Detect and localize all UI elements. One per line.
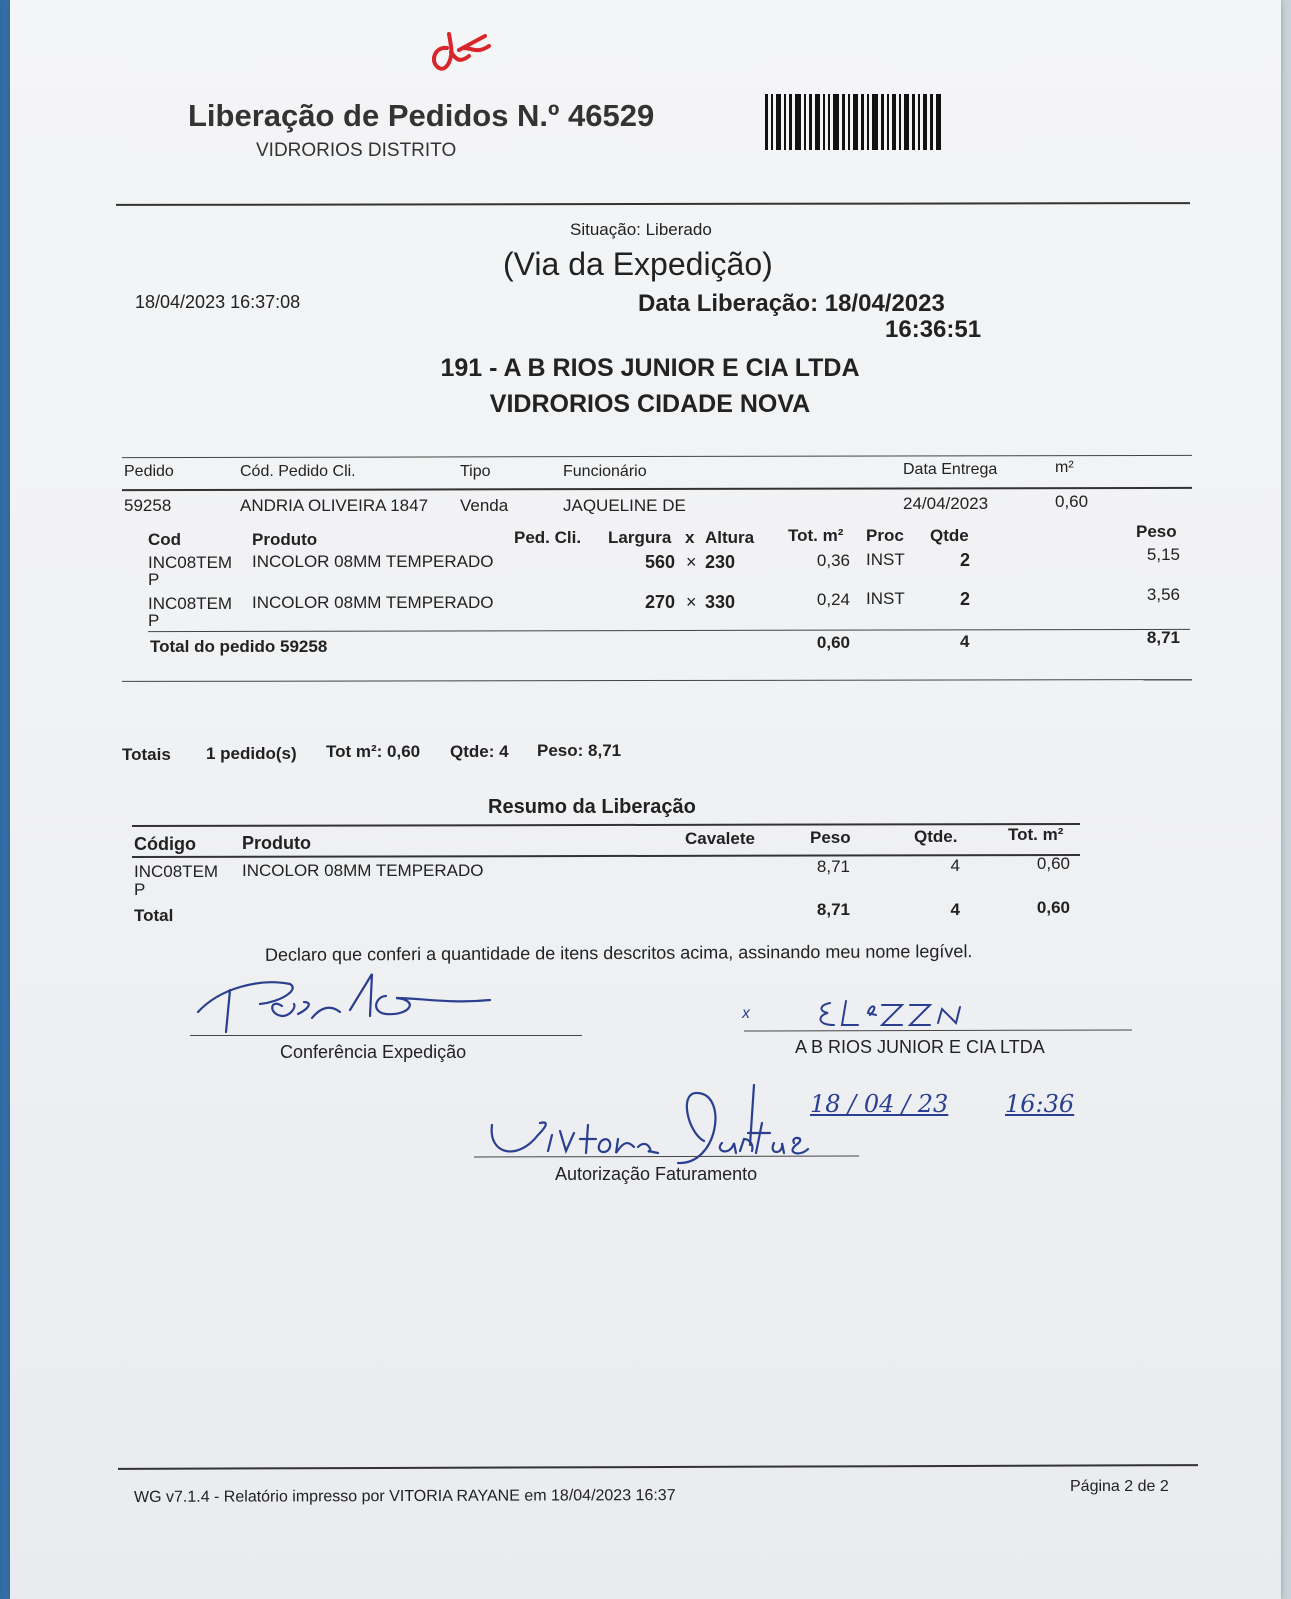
item-qtde: 2	[960, 550, 971, 570]
item-cod-cont: P	[148, 611, 160, 630]
items-header-altura: Altura	[705, 528, 755, 547]
cliente-signature	[810, 995, 980, 1040]
via-label: (Via da Expedição)	[503, 246, 773, 282]
item-altura: 330	[705, 592, 736, 612]
footer-line	[118, 1464, 1198, 1470]
client-store: VIDRORIOS CIDADE NOVA	[489, 390, 811, 418]
resumo-tot-m2: 0,60	[1036, 854, 1070, 873]
item-x: ×	[686, 552, 697, 572]
resumo-header-tot-m2: Tot. m²	[1008, 825, 1064, 844]
order-total-peso: 8,71	[1146, 628, 1180, 647]
resumo-total-qtde: 4	[950, 900, 960, 919]
items-header-qtde: Qtde	[930, 526, 969, 545]
totais-label: Totais	[122, 745, 171, 764]
items-header-peso: Peso	[1136, 522, 1177, 541]
page-title: Liberação de Pedidos N.º 46529	[188, 98, 655, 133]
order-tipo: Venda	[460, 496, 509, 515]
footer-report-info: WG v7.1.4 - Relatório impresso por VITORIA RAYANE em 18/04/2023 16:37	[133, 1487, 676, 1506]
order-header-tipo: Tipo	[460, 463, 491, 480]
order-pedido: 59258	[124, 496, 172, 515]
item-largura: 270	[644, 592, 675, 612]
resumo-header-qtde: Qtde.	[914, 827, 958, 846]
item-cod: INC08TEM	[148, 594, 233, 613]
resumo-header-produto: Produto	[242, 833, 311, 853]
resumo-total-label: Total	[134, 906, 174, 925]
items-header-proc: Proc	[866, 526, 904, 545]
items-header-tot-m2: Tot. m²	[788, 526, 844, 545]
order-cod-pedido-cli: ANDRIA OLIVEIRA 1847	[240, 496, 429, 515]
item-cod-cont: P	[148, 570, 160, 589]
items-header-cod: Cod	[148, 530, 182, 549]
totais-tot-m2: Tot m²: 0,60	[326, 742, 421, 761]
totais-qtde: Qtde: 4	[450, 742, 509, 761]
item-produto: INCOLOR 08MM TEMPERADO	[252, 593, 494, 612]
document-page	[10, 0, 1281, 1599]
totais-pedidos: 1 pedido(s)	[206, 744, 297, 763]
resumo-qtde: 4	[950, 856, 960, 875]
item-tot-m2: 0,36	[816, 551, 850, 570]
item-peso: 5,15	[1146, 545, 1180, 564]
autorizacao-label: Autorização Faturamento	[555, 1164, 758, 1184]
handwritten-time: 16:36	[1005, 1090, 1075, 1118]
item-x: ×	[686, 592, 697, 612]
items-header-largura: Largura	[608, 528, 672, 547]
order-bottom-line	[122, 679, 1192, 682]
items-header-produto: Produto	[252, 530, 318, 549]
situacao: Situação: Liberado	[570, 220, 712, 239]
order-header-line	[122, 487, 1192, 491]
items-header-ped-cli: Ped. Cli.	[514, 528, 582, 547]
order-header-pedido: Pedido	[124, 463, 174, 480]
resumo-header-codigo: Código	[134, 834, 196, 854]
handwritten-logo-mark	[425, 28, 505, 83]
item-altura: 230	[705, 552, 736, 572]
item-tot-m2: 0,24	[816, 590, 850, 609]
declaration: Declaro que conferi a quantidade de itens descritos acima, assinando meu nome legível.	[264, 941, 973, 965]
order-data-entrega: 24/04/2023	[903, 494, 989, 513]
order-total-label: Total do pedido 59258	[150, 637, 328, 656]
handwritten-date: 18 / 04 / 23	[810, 1090, 949, 1118]
order-header-m2: m²	[1055, 459, 1074, 476]
data-liberacao-time: 16:36:51	[885, 316, 982, 343]
resumo-total-peso: 8,71	[816, 900, 850, 919]
item-qtde: 2	[960, 589, 971, 609]
item-produto: INCOLOR 08MM TEMPERADO	[252, 552, 494, 571]
resumo-peso: 8,71	[816, 857, 850, 876]
item-cod: INC08TEM	[148, 553, 233, 572]
order-top-line	[122, 455, 1192, 458]
data-liberacao: Data Liberação: 18/04/2023	[638, 290, 945, 317]
item-proc: INST	[866, 589, 905, 608]
order-m2: 0,60	[1055, 492, 1089, 511]
resumo-codigo: INC08TEM	[134, 862, 219, 881]
order-total-tot-m2: 0,60	[816, 633, 850, 652]
conferencia-line	[190, 1035, 582, 1036]
header-divider	[116, 202, 1190, 206]
item-largura: 560	[644, 552, 675, 572]
items-total-line	[148, 629, 1190, 632]
barcode	[765, 94, 955, 150]
order-header-cod-pedido-cli: Cód. Pedido Cli.	[240, 463, 356, 480]
resumo-total-tot-m2: 0,60	[1036, 898, 1070, 917]
totais-peso: Peso: 8,71	[537, 741, 622, 760]
client-line: 191 - A B RIOS JUNIOR E CIA LTDA	[440, 354, 860, 382]
page-subtitle: VIDRORIOS DISTRITO	[256, 140, 457, 161]
order-total-qtde: 4	[960, 632, 970, 651]
footer-page-number: Página 2 de 2	[1070, 1478, 1169, 1495]
resumo-codigo-cont: P	[134, 880, 146, 899]
cliente-label: A B RIOS JUNIOR E CIA LTDA	[795, 1037, 1045, 1057]
resumo-title: Resumo da Liberação	[488, 796, 696, 818]
order-header-funcionario: Funcionário	[563, 463, 647, 480]
conferencia-signature	[190, 968, 510, 1043]
resumo-produto: INCOLOR 08MM TEMPERADO	[242, 861, 484, 880]
item-peso: 3,56	[1146, 585, 1180, 604]
resumo-header-cavalete: Cavalete	[685, 829, 755, 848]
order-funcionario: JAQUELINE DE	[563, 496, 686, 515]
conferencia-label: Conferência Expedição	[280, 1042, 467, 1062]
cliente-sig-prefix: x	[742, 1005, 750, 1022]
print-datetime: 18/04/2023 16:37:08	[135, 292, 301, 312]
order-header-data-entrega: Data Entrega	[903, 461, 998, 478]
resumo-header-peso: Peso	[810, 828, 851, 847]
item-proc: INST	[866, 550, 905, 569]
items-header-x: x	[685, 528, 695, 547]
